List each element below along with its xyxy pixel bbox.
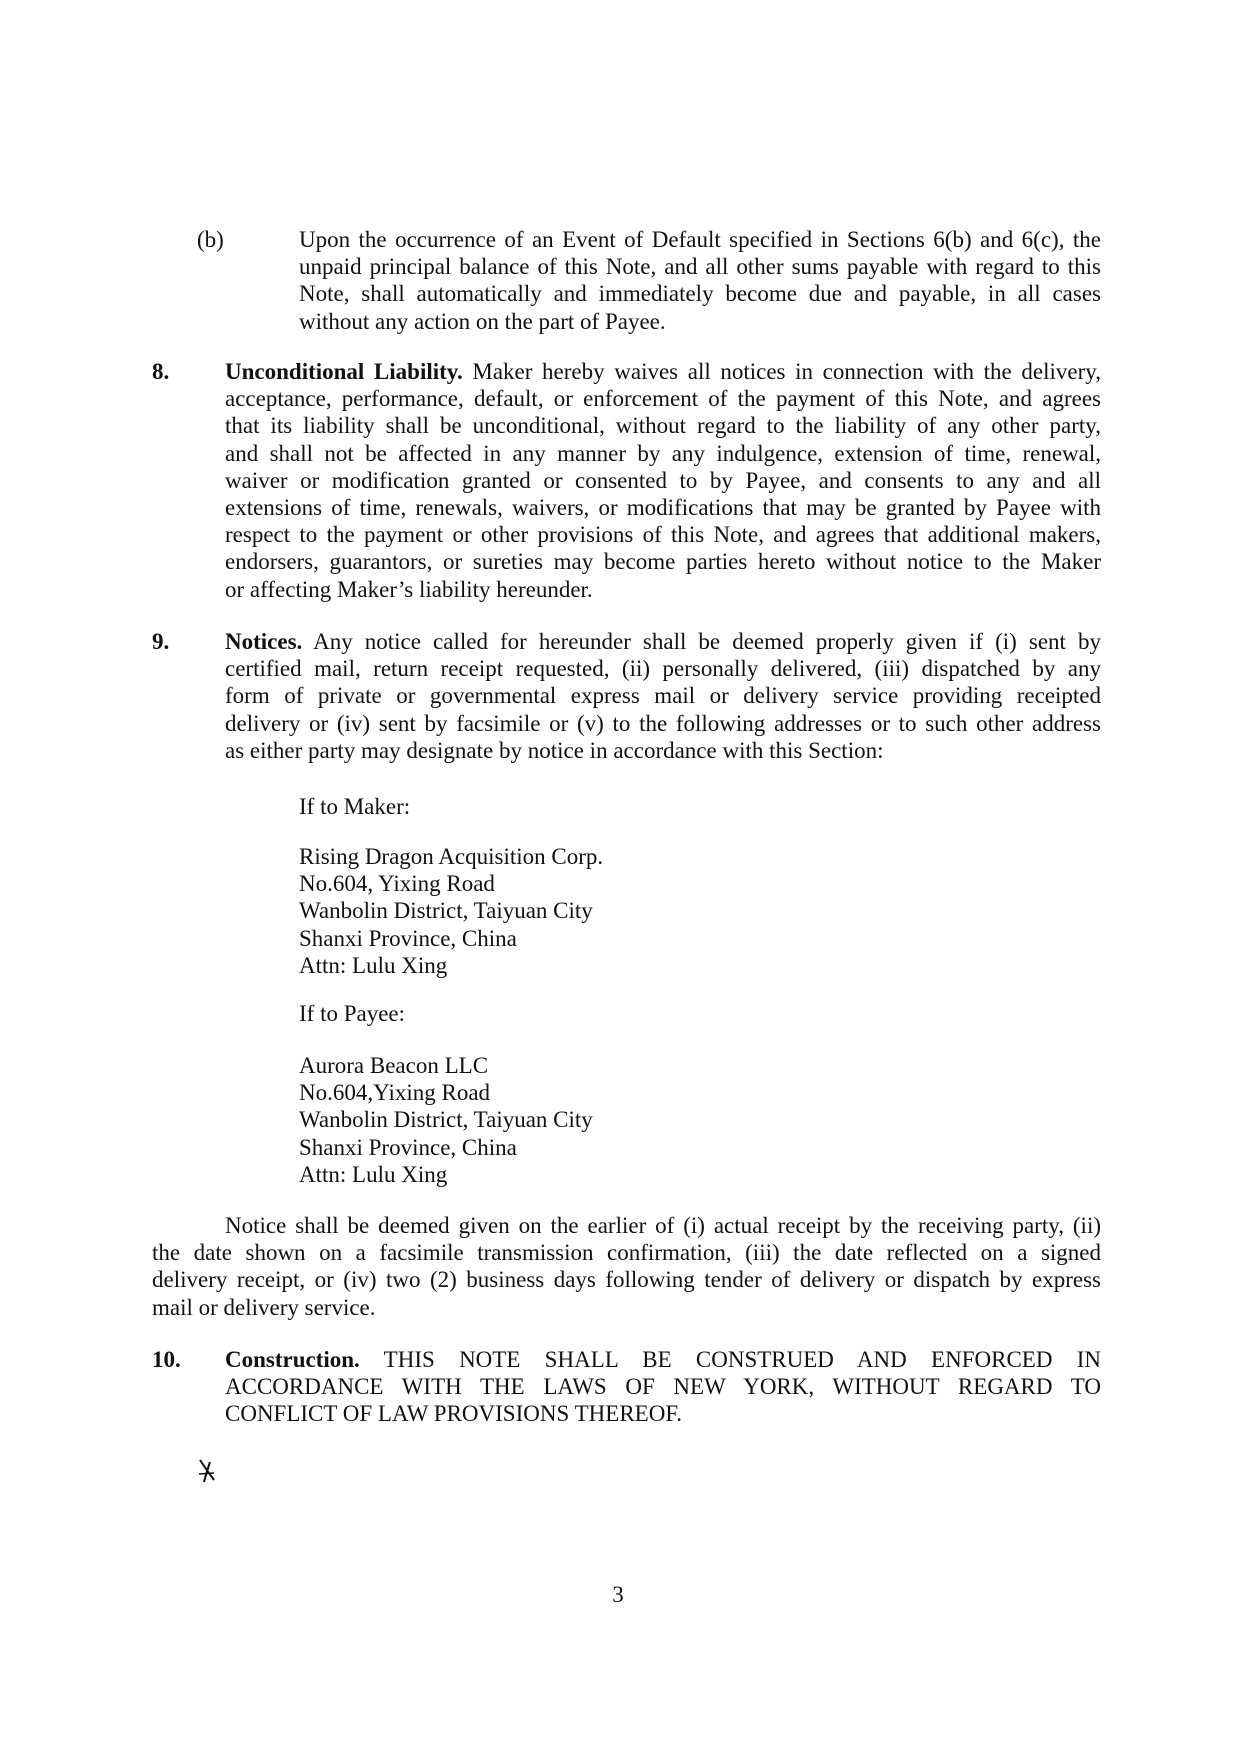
page-number: 3 (612, 1582, 624, 1607)
text-line: respect to the payment or other provisions of this Note, and agrees that additional makers, (225, 522, 1101, 548)
section-8-number: 8. (152, 359, 170, 384)
text-line (225, 1346, 1101, 1373)
text-line: unpaid principal balance of this Note, and all other sums payable with regard to this (299, 254, 1101, 280)
payee-label (299, 1000, 405, 1027)
text-run: Maker hereby waives all notices in connection with the delivery, (462, 359, 1101, 384)
address-line: No.604,Yixing Road (299, 1080, 491, 1106)
address-line: Attn: Lulu Xing (299, 1161, 448, 1187)
text-line: without any action on the part of Payee. (299, 308, 666, 334)
text-line: waiver or modification granted or consented to by Payee, and consents to any and all (225, 467, 1101, 493)
text-line: If to Maker: (299, 794, 411, 819)
text-line: endorsers, guarantors, or sureties may become parties hereto without notice to the Maker (225, 549, 1101, 575)
section-10-text (225, 1346, 1101, 1428)
section-7b-label: (b) (197, 227, 224, 252)
text-line: Note, shall automatically and immediately become due and payable, in all cases (299, 281, 1101, 307)
text-line: the date shown on a facsimile transmission confirmation, (iii) the date reflected on a signed (152, 1240, 1101, 1266)
handwritten-initials-mark (196, 1458, 218, 1484)
address-line: No.604, Yixing Road (299, 871, 495, 897)
section-10-number: 10. (152, 1347, 181, 1372)
text-run: Any notice called for hereunder shall be deemed properly given if (i) sent by (302, 629, 1101, 654)
text-line: form of private or governmental express mail or delivery service providing receipted (225, 683, 1101, 709)
text-line: or affecting Maker’s liability hereunder. (225, 576, 593, 602)
text-line: delivery receipt, or (iv) two (2) business days following tender of delivery or dispatch by express (152, 1267, 1101, 1293)
address-line: Wanbolin District, Taiyuan City (299, 1107, 593, 1133)
text-line: CONFLICT OF LAW PROVISIONS THEREOF. (225, 1401, 683, 1427)
text-line: acceptance, performance, default, or enforcement of the payment of this Note, and agrees (225, 386, 1101, 412)
address-line: Rising Dragon Acquisition Corp. (299, 844, 604, 869)
section-10-heading: Construction. (225, 1347, 360, 1372)
address-line: Wanbolin District, Taiyuan City (299, 898, 593, 924)
text-line: extensions of time, renewals, waivers, or modifications that may be granted by Payee with (225, 494, 1101, 520)
text-line: certified mail, return receipt requested, (ii) personally delivered, (iii) dispatched by any (225, 656, 1101, 682)
text-line (225, 628, 1101, 655)
address-line: Attn: Lulu Xing (299, 952, 448, 978)
section-8-text (225, 358, 1101, 603)
payee-address (299, 1052, 593, 1188)
maker-address (299, 843, 603, 979)
text-line: that its liability shall be unconditional, without regard to the liability of any other party, (225, 413, 1101, 439)
section-8-heading: Unconditional Liability. (225, 359, 463, 384)
text-line: Upon the occurrence of an Event of Default specified in Sections 6(b) and 6(c), the (299, 227, 1101, 252)
section-7b-text (299, 226, 1101, 335)
text-line: delivery or (iv) sent by facsimile or (v) to the following addresses or to such other address (225, 710, 1101, 736)
address-line: Aurora Beacon LLC (299, 1053, 489, 1078)
maker-label (299, 793, 410, 820)
notice-paragraph (152, 1212, 1101, 1321)
text-line (225, 358, 1101, 385)
text-line: as either party may designate by notice in accordance with this Section: (225, 737, 884, 763)
text-line: ACCORDANCE WITH THE LAWS OF NEW YORK, WITHOUT REGARD TO (225, 1374, 1101, 1400)
text-line: Notice shall be deemed given on the earlier of (i) actual receipt by the receiving party, (ii) (225, 1213, 1101, 1238)
address-line: Shanxi Province, China (299, 925, 517, 951)
text-line: If to Payee: (299, 1001, 406, 1026)
section-9-text (225, 628, 1101, 764)
address-line: Shanxi Province, China (299, 1134, 517, 1160)
text-run: THIS NOTE SHALL BE CONSTRUED AND ENFORCED IN (359, 1347, 1101, 1372)
section-9-number: 9. (152, 629, 170, 654)
section-9-heading: Notices. (225, 629, 303, 654)
text-line: and shall not be affected in any manner by any indulgence, extension of time, renewal, (225, 440, 1101, 466)
text-line: mail or delivery service. (152, 1294, 376, 1320)
